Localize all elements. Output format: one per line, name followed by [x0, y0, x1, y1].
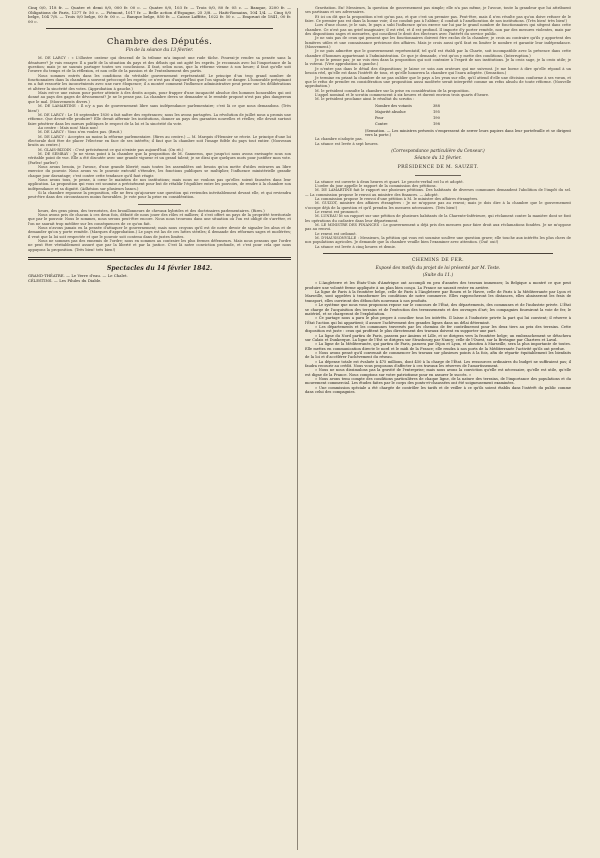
paragraph: » Nous avons pensé qu'il convenait de commencer les travaux sur plusieurs points à la fois, afin de répartir équitablement les bienfaits de la loi et d'accélérer l'achèvement du réseau. — [305, 350, 571, 360]
paragraph: L'appel nominal et le scrutin commencent à six heures et durent environ trois quarts d'heure. — [315, 92, 490, 97]
paragraph: M. DE SEMBAY : Je ne viens point à la chambre que la proposition de M. Ganneron, que jusqu'ici nous avons envisagée sous son véritable point de vue. Elle a été discutée avec une grande vigueur et un grand talent; je ne dirai que quelques mots pour justifier mon vote. (Parlez! parlez!) — [28, 151, 291, 165]
paragraph: M. LE MINISTRE DES FINANCES : Le gouvernement a déjà pris des mesures pour faire droit aux réclamations fondées. Je ne m'oppose pas au renvoi. — [305, 222, 571, 232]
chambre-body-continued — [28, 209, 291, 252]
paragraph: » Les départements et les communes traversés par les chemins de fer contribueront pour les deux tiers au prix des terrains. Cette disposition est juste : ceux qui profitent le plus directement des travaux doivent en supporter une part. — [305, 324, 571, 334]
short-rule — [415, 175, 461, 176]
column-divider — [297, 8, 298, 850]
vote-label: Majorité absolue — [375, 109, 406, 114]
debate-body — [305, 6, 571, 102]
paragraph: Et ici on dit que la proposition n'est qu'un pas, et que c'est un premier pas. Peut-être, mais il n'en résulte pas qu'on doive refuser de le faire. Ce premier pas est dans la bonne voie; il ne conduit pas à l'abîme; il conduit à l'amélioration de nos institutions. (Très bien! très bien!) — [305, 14, 571, 24]
vote-row — [375, 104, 571, 108]
paragraph: M. DE LARCY : Vous n'en voulez pas. (Bruit.) — [38, 130, 122, 135]
paragraph: » La ligne de la Méditerranée, qui partira de Paris, passera par Dijon et Lyon, et aboutira à Marseille, sera la plus importante de toutes. Elle mettra en communication directe le nord et le midi de la France; elle rendra à nos ports de la Méditerranée l'activité qu'ils ont perdue. — [305, 342, 571, 351]
chemins-heading: CHEMINS DE FER. — [412, 258, 464, 264]
paragraph: » Nous ne nous dissimulons pas la gravité de l'entreprise; mais nous avons la conviction qu'elle est nécessaire, qu'elle est utile, qu'elle est digne de la France. Nous comptons sur votre patriotisme pour en assurer le succès. » — [305, 368, 571, 377]
chambre-heading: Chambre des Députés. — [106, 37, 213, 48]
paragraph: Je ne puis admettre que le gouvernement représentatif, tel qu'il est établi par la Charte, soit incompatible avec la présence dans cette chambre d'hommes appartenant à l'administration. Ce que je demande, c'est qu'on y mette des conditions. (Interruption.) — [305, 49, 571, 58]
presidence-heading: PRÉSIDENCE DE M. SAUZET. — [397, 165, 479, 171]
paragraph: M. DE LARCY : Le 18 septembre 1830 a fait naître des espérances; nous les avons partagées. La révolution de juillet nous a promis une réforme. Que devait-elle produire? Elle devait affermir les institutions, donner au pays des garanties nouvelles et réelles; elle devait surtout faire pénétrer dans les mœurs politiques le respect de la loi et la sincérité du vote. — [28, 112, 291, 126]
paragraph: L'ordre du jour appelle le rapport de la commission des pétitions. — [315, 183, 437, 188]
paragraph: Mais est-ce une raison pour porter atteinte à des droits acquis, pour frapper d'une incapacité absolue des hommes honorables qui ont donné au pays des gages de dévouement? Je ne le pense pas. La chambre devra se demander si le remède proposé n'est pas plus dangereux que le mal. (Mouvements divers.) — [28, 91, 291, 104]
paragraph: Au centre : Mais non! Mais non! — [38, 125, 99, 130]
paragraph: Je ne suis pas de ceux qui pensent que les fonctionnaires doivent être exclus de la chambre; je crois au contraire qu'ils y apportent des lumières utiles et une connaissance précieuse des affaires. Mais je crois aussi qu'il faut en limiter le nombre et garantir leur indépendance. (Mouvement.) — [305, 36, 571, 50]
paragraph: » Nous avons tenu compte des conditions particulières de chaque ligne, de la nature des terrains, de l'importance des populations et du mouvement commercial. Les études faites par le corps des ponts-et-chaussées ont été soigneusement examinées. — [305, 377, 571, 386]
paragraph: Le renvoi est prononcé. — [315, 209, 359, 214]
chemins-body — [305, 281, 571, 394]
vote-row — [375, 116, 571, 120]
paragraph: Si la chambre repousse la proposition, elle ne fera qu'ajourner une question qui reviendra inévitablement devant elle, et qui reviendra peut-être dans des circonstances moins favorables. Je vote pour la prise en considération. — [28, 191, 291, 200]
paragraph: » La ligne du Nord partira de Paris, passera par Amiens et Lille, et se dirigera vers la frontière belge; un embranchement se détachera sur Calais et Dunkerque. La ligne de l'Est se dirigera sur Strasbourg par Nancy; celle de l'Ouest, sur la Bretagne par Chartres et Laval. — [305, 333, 571, 342]
paragraph: M. D'HAUSSONVILLE : Messieurs, la pétition qui vous est soumise soulève une question grave; elle touche aux intérêts les plus chers de nos populations agricoles. Je demande que la chambre veuille bien l'examiner avec attention. (Oui! oui!) — [305, 236, 571, 245]
vote-note: (Sensation. — Les ministres présents s'empressent de serrer leurs papiers dans leur portefeuille et se dirigent vers la porte.) — [365, 128, 571, 138]
paragraph: La commission propose le renvoi d'une pétition à M. le ministre des affaires étrangères. — [315, 196, 479, 201]
paragraph: Lors d'une chose, je le sais, le pays a subi l'influence qu'on exerce sur lui par le grand nombre de fonctionnaires qui siègent dans cette chambre. Ce n'est pas un grief imaginaire; il est réel, et il est profond. Il importe d'y porter remède, non par des mesures violentes, mais par des dispositions sages et mesurées, qui concilient le droit des électeurs avec l'intérêt du service public. — [305, 23, 571, 37]
section-rule — [46, 28, 273, 29]
paragraph: » Le système que nous vous proposons repose sur le concours de l'État, des départements, des communes et de l'industrie privée. L'État se charge de l'acquisition des terrains et de l'exécution des terrassements et des ouvrages d'art; les compagnies fourniront la voie de fer, le matériel, et se chargeront de l'exploitation. — [305, 303, 571, 316]
correspondance-heading: (Correspondance particulière du Censeur.) — [391, 149, 485, 155]
vote-value: 198 — [433, 122, 440, 127]
seance-body — [305, 180, 571, 250]
vote-row — [375, 122, 571, 126]
vote-label: Pour — [375, 116, 384, 121]
paragraph: Nous ne sommes pas des ennemis de l'ordre; nous en sommes au contraire les plus fermes défenseurs. Mais nous pensons que l'ordre ne peut être véritablement assuré que par la liberté et par la justice. C'est là notre conviction profonde, et c'est pour cela que nous appuyons la proposition. (Très bien! très bien!) — [28, 239, 291, 252]
right-column — [305, 6, 571, 852]
paragraph: Nous avons pris de chacun à ces deux fois, débuté de nous jouer des rôles et milliers; il s'est offert un pays de la propriété territoriale que par le pouvoir. Nous le sommes, nous serons peut-être encore. Nous nous trouvons dans une situation où l'on est obligé de s'arrêter, et l'on ne saurait trop méditer sur les conséquences de ce qu'on fait. — [28, 213, 291, 226]
paragraph: Nous n'avons jamais eu la pensée d'attaquer le gouvernement; mais nous croyons qu'il est de notre devoir de signaler les abus et de demander qu'on y porte remède. (Marques d'approbation.) Le pays est las de ces luttes stériles; il demande des réformes sages et modérées; il veut que la loi soit respectée et que le pouvoir soit contenu dans de justes limites. — [28, 226, 291, 239]
spectacle-line: GRAND-THÉATRE. — Le Verre d'eau. — Le Chalet. — [28, 273, 128, 279]
paragraph: Nous avons besoin, je l'avoue, d'une grande liberté; mais toutes les assemblées ont besoin qu'on mette d'utiles entraves au libre exercice du pouvoir. Nous avons vu le pouvoir exécutif s'étendre, les fonctions publiques se multiplier, l'influence ministérielle grandir chaque jour davantage; c'est contre cette tendance qu'il faut réagir. — [28, 164, 291, 178]
vote-row — [375, 110, 571, 114]
short-rule — [138, 204, 181, 205]
paragraph: » La dépense totale est évaluée à 475 millions, dont 450 à la charge de l'État. Les ressources ordinaires du budget ne suffiraient pas; il faudra recourir au crédit. Nous vous proposons d'affecter à ces travaux les réserves de l'amortissement. — [305, 359, 571, 368]
chambre-body — [28, 56, 291, 199]
vote-label: Nombre des votants — [375, 103, 412, 108]
paragraph: M. DE LAMARTINE : Il n'y a pas de gouvernement libre sans indépendance parlementaire; c'est là ce que nous demandons. (Très bien!) — [28, 104, 291, 113]
paragraph: M. le président consulte la chambre sur la prise en considération de la proposition. — [315, 88, 470, 93]
paragraph: » Une commission spéciale a été chargée de contrôler les tarifs et de veiller à ce qu'ils soient établis dans l'intérêt du public comme dans celui des compagnies. — [305, 385, 571, 395]
vote-value: 195 — [433, 109, 440, 114]
paragraph: Je ne le pense pas; je ne vois rien dans la proposition qui soit contraire à l'esprit de nos institutions. Je la crois sage, je la crois utile; je la voterai. (Vive approbation à gauche.) — [305, 58, 571, 67]
vote-value: 190 — [433, 116, 440, 121]
paragraph: Nous avons tous, je pense, à cœur le maintien de nos institutions; mais nous ne voulons pas qu'elles soient faussées dans leur application. La proposition qui vous est soumise a précisément pour but de rétablir l'équilibre entre les pouvoirs, de rendre à la chambre son indépendance et sa dignité. (Adhésion sur plusieurs bancs.) — [28, 178, 291, 191]
vote-value: 388 — [433, 103, 440, 108]
paragraph: M. GUIZOT, ministre des affaires étrangères : Je ne m'oppose pas au renvoi; mais je dois dire à la chambre que le gouvernement s'occupe déjà de la question et qu'il prendra les mesures nécessaires. (Très bien!) — [305, 201, 571, 210]
paragraph: Le renvoi est ordonné. — [315, 231, 357, 236]
chambre-date: Fin de la séance du 13 février. — [125, 48, 194, 54]
vote-label: Contre — [375, 122, 388, 127]
paragraph: M. le président proclame ainsi le résultat du scrutin : — [315, 97, 415, 102]
paragraph: La séance est levée à cinq heures et demie. — [315, 244, 396, 249]
bourse-quotations: Cinq 0/0, 118 fr. — Quatre et demi 0/0, 000 fr. 00 c. — Quatre 0/0, 103 fr. — Trois 0/0, 80 fr. 05 c. — Banque, 3200 fr. — Obligations de Paris, 1277 fr. 50 c. — Piémont, 1017 fr. — Belle action d'Espagne, 25 3/8. — Haiti-Romains, 104 1/4. — Cinq 0/0 belge, 104 7/8. — Trois 0/0 belge, 00 fr. 00 c. — Banque belge, 850 fr. — Caisse Laffitte, 1022 fr. 50 c. — Emprunt de 1841, 00 fr. 00 c. — [28, 6, 291, 24]
paragraph: heurs, des gens pieux, des terroristes, des brouillonneurs de chevaux hybrides et des doctrinaires parlementaires. (Rires.) — [38, 208, 265, 213]
paragraph: Je termine en priant la chambre de ne pas oublier que le pays a les yeux sur elle, qu'il attend d'elle une décision conforme à ses vœux, et que le refus de prendre en considération une proposition aussi modérée serait interprété comme un refus absolu de toute réforme. (Nouvelle approbation.) — [305, 75, 571, 89]
paragraph: La séance est ouverte à deux heures et quart. Le procès-verbal est lu et adopté. — [315, 179, 464, 184]
spectacles-heading: Spectacles du 14 février 1842. — [106, 265, 213, 273]
chemins-suite: (Suite du 11.) — [422, 273, 454, 279]
paragraph: » Ce partage nous a paru le plus propre à concilier tous les intérêts. Il laisse à l'industrie privée la part qui lui convient; il réserve à l'État l'action qui lui appartient; il assure l'achèvement des grandes lignes dans un délai déterminé. — [305, 316, 571, 325]
vote-result-table — [305, 104, 571, 127]
paragraph: M. LUNEAU lit un rapport sur une pétition de plusieurs habitants de la Charente-Inférieure, qui réclament contre la manière dont se font les opérations du cadastre dans leur département. — [305, 214, 571, 223]
paragraph: La séance est levée à sept heures. — [315, 141, 379, 146]
paragraph: M. DE LARCY : Acceptez au moins la réforme parlementaire. (Rires au centre.) — M. Marquis d'Hennier se récrie. Le principe d'une loi électorale doit être de placer l'électeur en face de ses intérêts; il faut que la chambre soit l'image fidèle du pays tout entier. (Nouveaux bruits au centre.) — [28, 134, 291, 148]
double-rule — [28, 257, 291, 260]
spectacle-line: CÉLESTINS. — Les Pilules du Diable. — [28, 277, 102, 283]
section-rule — [323, 253, 553, 254]
paragraph: M. DE LAMARTINE fait le rapport sur plusieurs pétitions. Des habitants de diverses communes demandent l'abolition de l'impôt du sel. — La commission propose le renvoi au ministre des finances. — Adopté. — [305, 188, 571, 197]
paragraph: Nous sommes entrés dans les conditions du véritable gouvernement représentatif. Le principe d'un trop grand nombre de fonctionnaires dans la chambre a souvent préoccupé les esprits; ce n'est pas d'aujourd'hui que l'on signale ce danger. L'honorable préopinant en a fait ressortir les inconvénients avec une rare éloquence; il a montré comment l'influence administrative peut peser sur les délibérations et altérer la sincérité des votes. (Approbation à gauche.) — [28, 73, 291, 91]
paragraph: La ligne de Paris à la frontière belge, celle de Paris à l'Angleterre par Rouen et le Havre, celle de Paris à la Méditerranée par Lyon et Marseille, sont appelées à transformer les conditions de notre commerce. Elles rapprocheront les distances, elles abaisseront les frais de transport, elles ouvriront des débouchés nouveaux à nos produits. — [305, 290, 571, 303]
paragraph: La chambre n'adopte pas. — [315, 137, 363, 142]
paragraph: Je n'entre pas dans le détail des dispositions; je laisse ce soin aux orateurs qui me suivront. Je me borne à dire qu'elle répond à un besoin réel, qu'elle est dans l'intérêt de tous, et qu'elle honorera la chambre qui l'aura adoptée. (Sensation.) — [305, 66, 571, 76]
paragraph: Gravitation. En! Messieurs, la question de gouvernement pas simple; elle n'a pas même, je l'avoue, toute la grandeur que lui attribuent ses partisans et ses adversaires. — [305, 6, 571, 15]
chemins-subtitle: Exposé des motifs du projet de loi présenté par M. Teste. — [375, 266, 501, 272]
paragraph: « L'Angleterre et les États-Unis d'Amérique ont accompli en peu d'années des travaux immenses; la Belgique a montré ce que peut produire une volonté ferme appliquée à un plan bien conçu. La France ne saurait rester en arrière. — [305, 281, 571, 290]
paragraph: M. GLAIS-BIZOIN : C'est précisément ce qui n'existe pas aujourd'hui. (On rit.) — [38, 147, 184, 152]
left-column — [28, 6, 291, 852]
seance-date: Séance du 12 février. — [414, 156, 462, 162]
paragraph: M. DE LARCY : « L'illustre orateur qui descend de la tribune m'a imposé une rude tâche. Pourrai-je rendre sa pensée sans la dénaturer? Je vais essayer. Il a parlé de la situation du pays et des débats qui ont agité les esprits. Je reconnais avec lui l'importance de la question; mais je ne saurais partager toutes ses conclusions. Il faut, selon nous, que la réforme vienne à son heure; il faut qu'elle soit l'œuvre du temps et de la réflexion, et non celle de la passion et de l'entraînement des partis. — [28, 56, 291, 74]
vote-after — [305, 137, 571, 146]
